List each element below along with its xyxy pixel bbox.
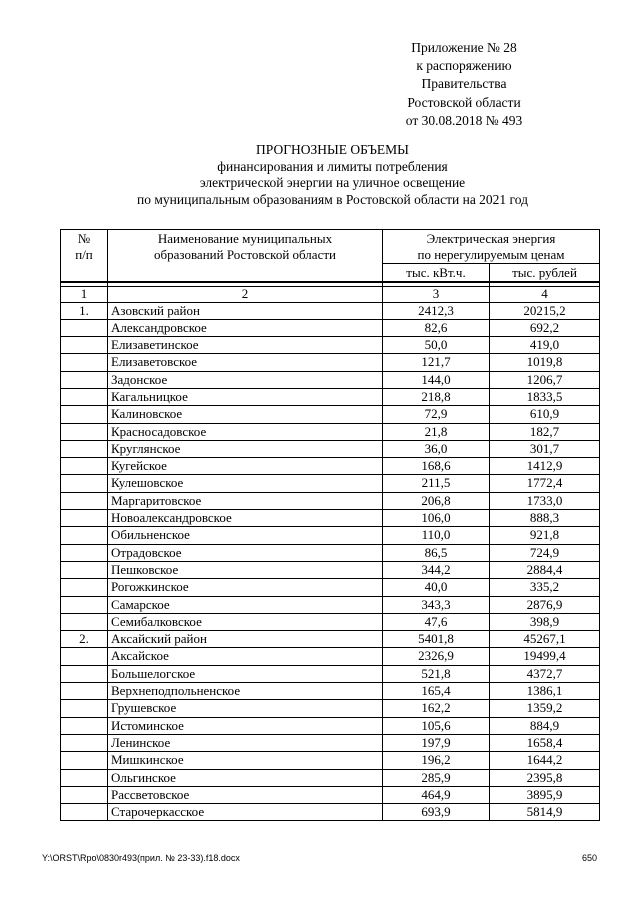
energy-kwh: 343,3 bbox=[383, 596, 490, 613]
table-row bbox=[61, 475, 600, 492]
row-number bbox=[61, 423, 108, 440]
column-number: 2 bbox=[108, 287, 383, 303]
cost-rub: 884,9 bbox=[490, 717, 600, 734]
file-path: Y:\ORST\Rpo\0830r493(прил. № 23-33).f18.docx bbox=[42, 853, 240, 863]
row-number bbox=[61, 354, 108, 371]
municipality-name: Верхнеподпольненское bbox=[108, 683, 383, 700]
municipality-name: Мишкинское bbox=[108, 752, 383, 769]
energy-kwh: 72,9 bbox=[383, 406, 490, 423]
header-kwh: тыс. кВт.ч. bbox=[383, 264, 490, 283]
municipality-name: Грушевское bbox=[108, 700, 383, 717]
row-number bbox=[61, 717, 108, 734]
row-number bbox=[61, 388, 108, 405]
municipality-name: Азовский район bbox=[108, 302, 383, 319]
document-subtitle: финансирования и лимиты потребления bbox=[217, 158, 448, 174]
document-subtitle: по муниципальным образованиям в Ростовской области на 2021 год bbox=[137, 191, 528, 207]
table-row bbox=[61, 544, 600, 561]
cost-rub: 5814,9 bbox=[490, 804, 600, 821]
row-number bbox=[61, 319, 108, 336]
cost-rub: 1644,2 bbox=[490, 752, 600, 769]
energy-table bbox=[60, 229, 600, 821]
row-number bbox=[61, 458, 108, 475]
table-row bbox=[61, 354, 600, 371]
energy-kwh: 86,5 bbox=[383, 544, 490, 561]
municipality-name: Александровское bbox=[108, 319, 383, 336]
energy-kwh: 464,9 bbox=[383, 786, 490, 803]
table-row bbox=[61, 752, 600, 769]
energy-kwh: 693,9 bbox=[383, 804, 490, 821]
appendix-line: Приложение № 28 bbox=[411, 40, 517, 55]
row-number bbox=[61, 613, 108, 630]
appendix-line: к распоряжению bbox=[416, 58, 512, 74]
row-number bbox=[61, 440, 108, 457]
energy-kwh: 218,8 bbox=[383, 388, 490, 405]
municipality-name: Самарское bbox=[108, 596, 383, 613]
row-number bbox=[61, 371, 108, 388]
municipality-name: Маргаритовское bbox=[108, 492, 383, 509]
energy-kwh: 168,6 bbox=[383, 458, 490, 475]
cost-rub: 1833,5 bbox=[490, 388, 600, 405]
municipality-name: Кулешовское bbox=[108, 475, 383, 492]
energy-kwh: 521,8 bbox=[383, 665, 490, 682]
energy-kwh: 40,0 bbox=[383, 579, 490, 596]
energy-kwh: 162,2 bbox=[383, 700, 490, 717]
municipality-name: Елизаветинское bbox=[108, 337, 383, 354]
header-energy: Электрическая энергия по нерегулируемым ценам bbox=[383, 230, 600, 264]
energy-kwh: 105,6 bbox=[383, 717, 490, 734]
table-row bbox=[61, 388, 600, 405]
energy-kwh: 121,7 bbox=[383, 354, 490, 371]
energy-kwh: 144,0 bbox=[383, 371, 490, 388]
row-number: 1. bbox=[61, 302, 108, 319]
document-title: ПРОГНОЗНЫЕ ОБЪЕМЫ bbox=[256, 142, 409, 157]
appendix-block bbox=[364, 39, 564, 130]
energy-kwh: 5401,8 bbox=[383, 631, 490, 648]
cost-rub: 1658,4 bbox=[490, 734, 600, 751]
column-number: 4 bbox=[490, 287, 600, 303]
municipality-name: Кугейское bbox=[108, 458, 383, 475]
cost-rub: 2395,8 bbox=[490, 769, 600, 786]
municipality-name: Ольгинское bbox=[108, 769, 383, 786]
header-rub: тыс. рублей bbox=[490, 264, 600, 283]
table-row bbox=[61, 302, 600, 319]
energy-kwh: 196,2 bbox=[383, 752, 490, 769]
table-row bbox=[61, 510, 600, 527]
row-number: 2. bbox=[61, 631, 108, 648]
table-row bbox=[61, 717, 600, 734]
cost-rub: 1206,7 bbox=[490, 371, 600, 388]
cost-rub: 45267,1 bbox=[490, 631, 600, 648]
municipality-name: Пешковское bbox=[108, 561, 383, 578]
row-number bbox=[61, 665, 108, 682]
energy-kwh: 197,9 bbox=[383, 734, 490, 751]
row-number bbox=[61, 648, 108, 665]
energy-kwh: 106,0 bbox=[383, 510, 490, 527]
table-row bbox=[61, 613, 600, 630]
municipality-name: Семибалковское bbox=[108, 613, 383, 630]
cost-rub: 20215,2 bbox=[490, 302, 600, 319]
energy-kwh: 47,6 bbox=[383, 613, 490, 630]
column-numbering-row bbox=[61, 287, 600, 303]
cost-rub: 301,7 bbox=[490, 440, 600, 457]
table-row bbox=[61, 458, 600, 475]
municipality-name: Кагальницкое bbox=[108, 388, 383, 405]
energy-kwh: 165,4 bbox=[383, 683, 490, 700]
cost-rub: 1386,1 bbox=[490, 683, 600, 700]
row-number bbox=[61, 544, 108, 561]
cost-rub: 2876,9 bbox=[490, 596, 600, 613]
table-row bbox=[61, 700, 600, 717]
municipality-name: Елизаветовское bbox=[108, 354, 383, 371]
energy-kwh: 285,9 bbox=[383, 769, 490, 786]
cost-rub: 19499,4 bbox=[490, 648, 600, 665]
footer bbox=[42, 853, 597, 863]
document-subtitle: электрической энергии на уличное освещение bbox=[199, 175, 466, 190]
energy-kwh: 110,0 bbox=[383, 527, 490, 544]
table-row bbox=[61, 769, 600, 786]
cost-rub: 419,0 bbox=[490, 337, 600, 354]
energy-kwh: 206,8 bbox=[383, 492, 490, 509]
municipality-name: Рогожкинское bbox=[108, 579, 383, 596]
energy-kwh: 344,2 bbox=[383, 561, 490, 578]
municipality-name: Круглянское bbox=[108, 440, 383, 457]
municipality-name: Истоминское bbox=[108, 717, 383, 734]
cost-rub: 1359,2 bbox=[490, 700, 600, 717]
cost-rub: 3895,9 bbox=[490, 786, 600, 803]
municipality-name: Рассветовское bbox=[108, 786, 383, 803]
column-number: 3 bbox=[383, 287, 490, 303]
energy-kwh: 36,0 bbox=[383, 440, 490, 457]
cost-rub: 398,9 bbox=[490, 613, 600, 630]
page-number: 650 bbox=[581, 853, 597, 863]
appendix-line: Ростовской области bbox=[407, 94, 521, 110]
table-row bbox=[61, 786, 600, 803]
municipality-name: Аксайское bbox=[108, 648, 383, 665]
column-number: 1 bbox=[61, 287, 108, 303]
row-number bbox=[61, 683, 108, 700]
table-row bbox=[61, 371, 600, 388]
table-row bbox=[61, 406, 600, 423]
energy-kwh: 2326,9 bbox=[383, 648, 490, 665]
municipality-name: Задонское bbox=[108, 371, 383, 388]
table-header-row bbox=[61, 230, 600, 264]
municipality-name: Красносадовское bbox=[108, 423, 383, 440]
table-row bbox=[61, 561, 600, 578]
table-row bbox=[61, 492, 600, 509]
table-row bbox=[61, 423, 600, 440]
municipality-name: Обильненское bbox=[108, 527, 383, 544]
cost-rub: 335,2 bbox=[490, 579, 600, 596]
table-row bbox=[61, 648, 600, 665]
cost-rub: 1733,0 bbox=[490, 492, 600, 509]
table-row bbox=[61, 596, 600, 613]
row-number bbox=[61, 527, 108, 544]
municipality-name: Большелогское bbox=[108, 665, 383, 682]
cost-rub: 1412,9 bbox=[490, 458, 600, 475]
row-number bbox=[61, 804, 108, 821]
table-row bbox=[61, 631, 600, 648]
row-number bbox=[61, 561, 108, 578]
table-row bbox=[61, 804, 600, 821]
header-number: № п/п bbox=[61, 230, 108, 283]
table-row bbox=[61, 579, 600, 596]
row-number bbox=[61, 734, 108, 751]
appendix-line: Правительства bbox=[421, 76, 507, 92]
cost-rub: 1019,8 bbox=[490, 354, 600, 371]
table-row bbox=[61, 665, 600, 682]
energy-kwh: 2412,3 bbox=[383, 302, 490, 319]
cost-rub: 4372,7 bbox=[490, 665, 600, 682]
table-row bbox=[61, 734, 600, 751]
cost-rub: 1772,4 bbox=[490, 475, 600, 492]
cost-rub: 921,8 bbox=[490, 527, 600, 544]
table-body bbox=[61, 302, 600, 821]
row-number bbox=[61, 510, 108, 527]
row-number bbox=[61, 475, 108, 492]
row-number bbox=[61, 596, 108, 613]
row-number bbox=[61, 492, 108, 509]
municipality-name: Ленинское bbox=[108, 734, 383, 751]
municipality-name: Отрадовское bbox=[108, 544, 383, 561]
energy-kwh: 50,0 bbox=[383, 337, 490, 354]
energy-kwh: 82,6 bbox=[383, 319, 490, 336]
cost-rub: 2884,4 bbox=[490, 561, 600, 578]
cost-rub: 724,9 bbox=[490, 544, 600, 561]
municipality-name: Калиновское bbox=[108, 406, 383, 423]
table-row bbox=[61, 337, 600, 354]
row-number bbox=[61, 579, 108, 596]
table-row bbox=[61, 440, 600, 457]
row-number bbox=[61, 752, 108, 769]
row-number bbox=[61, 769, 108, 786]
row-number bbox=[61, 700, 108, 717]
energy-kwh: 211,5 bbox=[383, 475, 490, 492]
document-heading bbox=[60, 142, 605, 208]
header-name: Наименование муниципальных образований Ростовской области bbox=[108, 230, 383, 283]
cost-rub: 888,3 bbox=[490, 510, 600, 527]
table-row bbox=[61, 319, 600, 336]
appendix-line: от 30.08.2018 № 493 bbox=[405, 112, 523, 128]
cost-rub: 692,2 bbox=[490, 319, 600, 336]
row-number bbox=[61, 337, 108, 354]
row-number bbox=[61, 786, 108, 803]
municipality-name: Новоалександровское bbox=[108, 510, 383, 527]
energy-kwh: 21,8 bbox=[383, 423, 490, 440]
table-row bbox=[61, 527, 600, 544]
cost-rub: 610,9 bbox=[490, 406, 600, 423]
table-row bbox=[61, 683, 600, 700]
row-number bbox=[61, 406, 108, 423]
municipality-name: Старочеркасское bbox=[108, 804, 383, 821]
municipality-name: Аксайский район bbox=[108, 631, 383, 648]
cost-rub: 182,7 bbox=[490, 423, 600, 440]
